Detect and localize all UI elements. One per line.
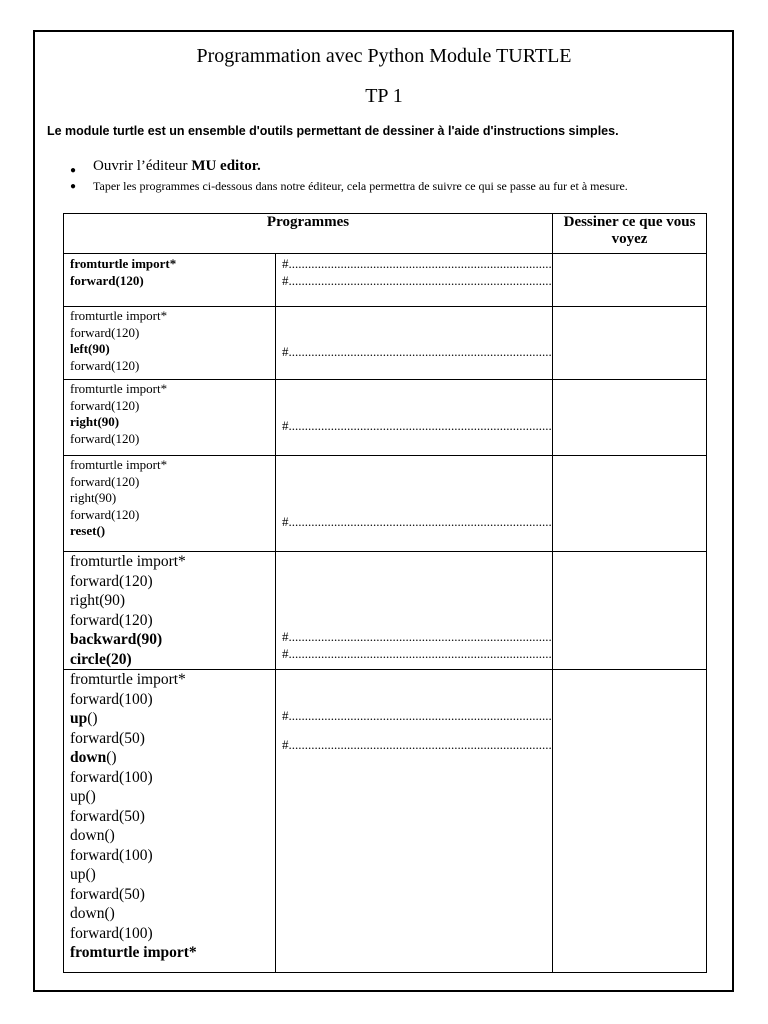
code-line: fromturtle import* bbox=[70, 308, 168, 323]
instruction-open-editor-text: Ouvrir l’éditeur bbox=[93, 158, 192, 174]
program-cell bbox=[64, 307, 276, 380]
drawing-cell bbox=[553, 307, 707, 380]
code-line: forward(120) bbox=[70, 272, 144, 288]
program-cell bbox=[64, 670, 276, 973]
code-line: circle(20) bbox=[70, 650, 132, 668]
page-title: Programmation avec Python Module TURTLE bbox=[196, 45, 572, 67]
code-line: right(90) bbox=[70, 592, 126, 609]
code-keyword: down bbox=[70, 749, 107, 766]
instructions-list bbox=[70, 155, 730, 194]
code-keyword: up bbox=[70, 710, 88, 727]
code-line: forward(120) bbox=[70, 611, 153, 629]
table-row bbox=[64, 254, 707, 307]
comment-cell bbox=[276, 254, 553, 307]
code-line: forward(120) bbox=[70, 572, 153, 590]
comment-line: #................................................................................. bbox=[282, 736, 552, 752]
code-line: fromturtle import* bbox=[70, 256, 177, 271]
code-line: left(90) bbox=[70, 341, 110, 356]
code-line bbox=[70, 709, 275, 729]
code-line: up() bbox=[70, 866, 96, 883]
program-cell bbox=[64, 380, 276, 456]
program-cell bbox=[64, 552, 276, 670]
comment-line: #................................................................................. bbox=[282, 256, 552, 271]
table-row bbox=[64, 670, 707, 973]
comment-line: #................................................................................. bbox=[282, 629, 552, 644]
comment-cell bbox=[276, 456, 553, 552]
instruction-type-programs: ● Taper les programmes ci-dessous dans notre éditeur, cela permettra de suivre ce qui se passe au fur et à mesure. bbox=[70, 179, 730, 194]
code-line: backward(90) bbox=[70, 631, 163, 648]
code-line: forward(100) bbox=[70, 846, 153, 864]
comment-cell bbox=[276, 552, 553, 670]
code-line: right(90) bbox=[70, 490, 117, 505]
code-line: down() bbox=[70, 827, 115, 844]
instruction-open-editor bbox=[70, 155, 730, 177]
comment-cell bbox=[276, 307, 553, 380]
comment-line: #................................................................................. bbox=[282, 418, 552, 433]
code-line: forward(120) bbox=[70, 357, 140, 373]
code-line: forward(50) bbox=[70, 885, 145, 903]
code-line: fromturtle import* bbox=[70, 671, 186, 688]
code-line: forward(100) bbox=[70, 690, 153, 708]
header-dessiner: Dessiner ce que vous voyez bbox=[553, 214, 707, 254]
code-line: forward(50) bbox=[70, 729, 145, 747]
comment-line: #................................................................................. bbox=[282, 344, 552, 359]
comment-cell bbox=[276, 380, 553, 456]
drawing-cell bbox=[553, 670, 707, 973]
code-line: down() bbox=[70, 905, 115, 922]
comment-line: #................................................................................. bbox=[282, 708, 552, 723]
table-header-row bbox=[64, 214, 707, 254]
table-row bbox=[64, 307, 707, 380]
code-parens: () bbox=[87, 710, 98, 727]
table-row bbox=[64, 456, 707, 552]
comment-line: #................................................................................. bbox=[282, 272, 552, 288]
program-cell bbox=[64, 456, 276, 552]
code-line: forward(100) bbox=[70, 924, 153, 942]
table-row bbox=[64, 552, 707, 670]
code-line: fromturtle import* bbox=[70, 944, 197, 961]
code-line: forward(120) bbox=[70, 324, 140, 340]
drawing-cell bbox=[553, 552, 707, 670]
code-line: right(90) bbox=[70, 414, 120, 429]
drawing-cell bbox=[553, 380, 707, 456]
drawing-cell bbox=[553, 456, 707, 552]
comment-line: #................................................................................. bbox=[282, 645, 552, 661]
code-line: forward(100) bbox=[70, 768, 153, 786]
comment-line: #................................................................................. bbox=[282, 514, 552, 529]
page-subtitle: TP 1 bbox=[365, 85, 403, 107]
editor-name: MU editor. bbox=[191, 158, 261, 174]
code-line: forward(120) bbox=[70, 506, 140, 522]
code-line: up() bbox=[70, 788, 96, 805]
table-row bbox=[64, 380, 707, 456]
program-cell bbox=[64, 254, 276, 307]
drawing-cell bbox=[553, 254, 707, 307]
programs-table bbox=[63, 213, 707, 973]
code-line: fromturtle import* bbox=[70, 553, 186, 570]
code-line: forward(50) bbox=[70, 807, 145, 825]
code-parens: () bbox=[106, 749, 117, 766]
code-line bbox=[70, 748, 275, 768]
header-programmes: Programmes bbox=[64, 214, 553, 254]
code-line: fromturtle import* bbox=[70, 457, 168, 472]
code-line: forward(120) bbox=[70, 473, 140, 489]
code-line: forward(120) bbox=[70, 397, 140, 413]
code-line: fromturtle import* bbox=[70, 381, 168, 396]
code-line: forward(120) bbox=[70, 430, 140, 446]
comment-cell bbox=[276, 670, 553, 973]
code-line: reset() bbox=[70, 523, 106, 538]
intro-text: Le module turtle est un ensemble d'outils permettant de dessiner à l'aide d'instructions simples. bbox=[47, 124, 619, 138]
